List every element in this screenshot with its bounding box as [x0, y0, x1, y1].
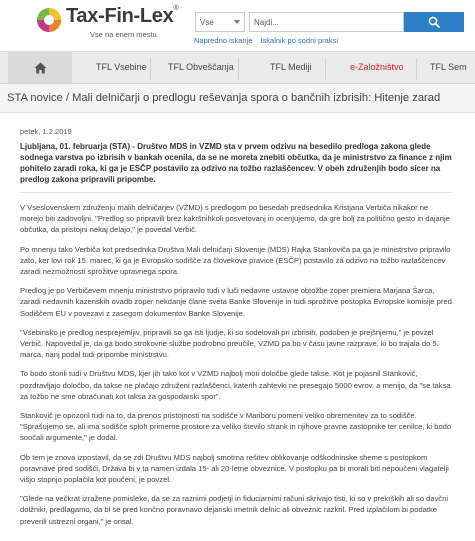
nav-item-vsebine[interactable]: TFL Vsebine	[96, 62, 147, 72]
article-paragraph: To bodo storili tudi v Društvu MDS, kjer jih tako kot v VZMD najbolj moti določbe glede takse. Kot je pojasnil Stankovič, pozdravljajo določbo, da takse ne plačajo združeni razlaščenci, katerih zahtevki ne presegajo 5000 evrov, a menijo, da "se taksa za tožbo ne sme obračunati kot taksa za gospodarski spor".	[20, 369, 451, 401]
nav-item-mediji[interactable]: TFL Mediji	[270, 62, 312, 72]
home-icon	[34, 62, 47, 74]
nav-separator	[238, 58, 239, 80]
nav-separator	[416, 58, 417, 80]
nav-separator	[325, 58, 326, 80]
search-input[interactable]	[249, 12, 404, 32]
article-paragraph: "Glede na večkrat izražene pomisleke, da se za raznimi podjetji in fiduciarnimi računi skrivajo tisti, ki so v prekrških ali so davčni dolžniki, predlagamo, da bi se pred končno poravnavo dejanski imetnik delnic ali obveznic razkril. Pred izplačilom bi podatke preverili ustrezni organi," je orisal.	[20, 494, 449, 526]
search-links	[194, 36, 344, 45]
case-law-search-link[interactable]: Iskalnik po sodni praksi	[260, 36, 339, 45]
nav-home-button[interactable]	[8, 52, 72, 84]
chevron-down-icon	[234, 20, 240, 24]
advanced-search-link[interactable]: Napredno iskanje	[194, 36, 253, 45]
article-paragraph: V Vseslovenskem združenju malih delničarjev (VZMD) s predlogom po besedah predsednika Kristjana Verbiča nikakor ne morejo biti zadovoljni. "Predlog so pripravili brez kakršnihkoli posvetovanj in ocenjujemo, da gre bolj za politično gesto in dajanje občutka, da pristojni nekaj delajo," je povedal Verbič.	[20, 203, 450, 235]
article-paragraph: Predlog je po Verbičevem mnenju ministrstvo pripravilo tudi v luči nedavne ustavne obtožbe zoper premiera Marjana Šarca, zaradi nedavnih kazenskih ovadb zoper nekdanje člane sveta Banke Slovenije in tudi sprožitve postopka Evropske komisije pred Sodiščem EU v povezavi z zasegom dokumentov Banke Slovenije.	[20, 286, 452, 318]
logo-tagline: Vse na enem mestu.	[90, 30, 159, 39]
site-header	[0, 0, 475, 50]
nav-item-e-zalozништvo[interactable]: e-Založništvo	[350, 62, 404, 72]
article-lead: Ljubljana, 01. februarja (STA) - Društvo MDS in VZMD sta v prvem odzivu na besedilo predloga zakona glede sodnega varstva po izbrisih v bankah ocenila, da se ne moreta znebiti občutka, da je ministrstvo za finance z njim pohitelo zaradi roka, ki ga je ESČP postavilo za odzivo na tožbo razlaščencev. V obeh združenjih bodo sicer na predlog zakona pripravili pripombe.	[20, 142, 452, 184]
logo-text[interactable]: Tax-Fin-Lex®	[66, 5, 179, 27]
nav-item-obvescanja[interactable]: TFL Obveščanja	[168, 62, 234, 72]
search-button[interactable]	[404, 12, 464, 32]
page-title-bar	[0, 84, 475, 113]
main-nav	[0, 51, 475, 84]
article-paragraph: "Vsebinsko je predlog nesprejemljiv, pripravili so ga isti ljudje, ki so sodelovali pri izbrisih, podoben je prejšnjemu," je povzel Verbič. Napovedal je, da ga bodo strokovne službe podrobno preučile, VZMD pa bo v času javne razprave, ki bo trajala do 5. marca, nanj podal tudi pripombe ministrstvu.	[20, 327, 439, 360]
page-title: STA novice / Mali delničarji o predlogu reševanja spora o bančnih izbrisih: Hitenje zarad	[7, 92, 441, 104]
article-date: petek, 1.2.2019	[20, 127, 72, 136]
article-paragraph: Stankovič je opozoril tudi na to, da prenos pristojnosti na sodišče v Mariboru pomeni veliko obremenitev za to sodišče. "Sprašujemo se, ali ima sodišče sploh primerne prostore za veliko število strank in njihove pravne zastopnike ter cenilce, ki bodo soočali argumente," je dodal.	[20, 411, 452, 443]
search-icon	[428, 16, 440, 28]
search-scope-value: Vse	[200, 18, 214, 27]
nav-separator	[150, 58, 151, 80]
article	[20, 127, 452, 535]
search-scope-select[interactable]	[195, 12, 245, 32]
logo-registered-mark: ®	[173, 5, 179, 12]
nav-item-sem[interactable]: TFL Sem	[430, 62, 467, 72]
logo-mark-icon[interactable]	[36, 6, 62, 34]
article-paragraph: Ob tem je znova izpostavil, da se zdi Društvu MDS najbolj smotrna rešitev oblikovanje odškodninske sheme s postopkom poravnave pred sodišči. Država bi v ta namen izdala 15- ali 20-letne obveznice. V postopku pa bi morali biti nepoučeni vlagatelji višjo stopnjo poplačila kot poučeni, je povzel.	[20, 452, 449, 485]
article-paragraph: Po mnenju tako Verbiča kot predsednika Društva Mali delničarji Slovenije (MDS) Rajka Stankoviča pa ga je ministrstvo pripravilo zato, ker lovi rok 15. marec, ki ga je Evropsko sodišče za človekove pravice (ESČP) postavilo za odzivo na tožbo razlaščencev zaradi nezmožnosti sprožitve upravnega spora.	[20, 244, 451, 277]
divider	[20, 192, 452, 193]
